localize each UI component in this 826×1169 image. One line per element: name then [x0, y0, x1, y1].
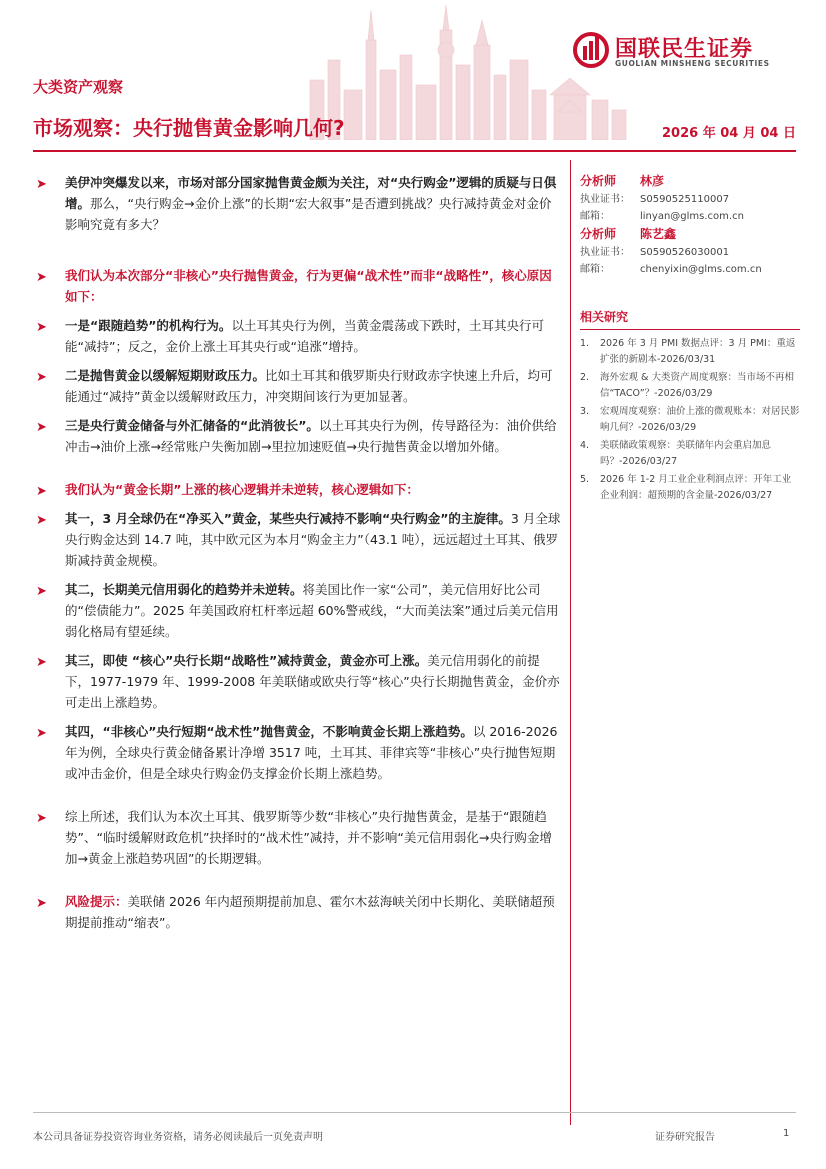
list-item[interactable]: 3. 宏观周度观察：油价上涨的微观账本：对居民影响几何？-2026/03/29 [580, 406, 800, 433]
paragraph-intro: ➤ 美伊冲突爆发以来，市场对部分国家抛售黄金颇为关注，对“央行购金”逻辑的质疑与日俱增。那么，“央行购金→金价上涨”的长期“宏大叙事”是否遭到挑战？央行减持黄金对金价影响究竟有多大？ [36, 175, 557, 232]
analyst-email[interactable]: linyan@glms.com.cn [640, 211, 744, 222]
paragraph-reason-1: ➤ 一是“跟随趋势”的机构行为。以土耳其央行为例，当黄金震荡或下跌时，土耳其央行可能“减持”；反之，金价上涨土耳其央行或“追涨”增持。 [36, 318, 544, 354]
logo-english-name: GUOLIAN MINSHENG SECURITIES [615, 59, 770, 68]
company-logo [573, 30, 803, 72]
list-item[interactable]: 5. 2026 年 1-2 月工业企业利润点评：开年工业企业利润：超预期的含金量-2026/03/27 [580, 474, 792, 501]
brand-mark-icon [573, 32, 609, 68]
title-divider [33, 150, 796, 152]
paragraph-risk: ➤ 风险提示：美联储 2026 年内超预期提前加息、霍尔木兹海峡关闭中长期化、美联储超预期提前推动“缩表”。 [36, 894, 555, 930]
page-title: 市场观察：央行抛售黄金影响几何? [33, 116, 345, 140]
related-research-heading: 相关研究 [580, 308, 800, 330]
arrow-bullet-icon: ➤ [36, 484, 47, 499]
analyst-card: 分析师 林彦 执业证书： S0590525110007 邮箱： linyan@glms.com.cn [580, 174, 744, 222]
paragraph-reason-3: ➤ 三是央行黄金储备与外汇储备的“此消彼长”。以土耳其央行为例，传导路径为：油价供给冲击→油价上涨→经常账户失衡加剧→里拉加速贬值→央行抛售黄金以增加外储。 [36, 418, 557, 454]
footer-disclaimer: 本公司具备证券投资咨询业务资格，请务必阅读最后一页免责声明 [33, 1132, 323, 1143]
analyst-cert: S0590525110007 [640, 194, 730, 205]
arrow-bullet-icon: ➤ [36, 726, 47, 741]
paragraph-logic-3: ➤ 其三，即使 “核心”央行长期“战略性”减持黄金，黄金亦可上涨。美元信用弱化的前提下，1977-1979 年、1999-2008 年美联储或欧央行等“核心”央行长期抛售黄金，金价亦可走出上涨趋势。 [36, 653, 560, 710]
analyst-name: 林彦 [640, 174, 665, 188]
paragraph-conclusion: ➤ 综上所述，我们认为本次土耳其、俄罗斯等少数“非核心”央行抛售黄金，是基于“跟随趋势”、“临时缓解财政危机”抉择时的“战术性”减持，并不影响“美元信用弱化→央行购金增加→黄金上涨趋势巩固”的长期逻辑。 [36, 809, 552, 866]
paragraph-logic-1: ➤ 其一，3 月全球仍在“净买入”黄金，某些央行减持不影响“央行购金”的主旋律。3 月全球央行购金达到 14.7 吨，其中欧元区为本月“购金主力”（43.1 吨），远远超过土耳其、俄罗斯减持黄金规模。 [36, 511, 561, 568]
paragraph-reason-heading: ➤ 我们认为本次部分“非核心”央行抛售黄金，行为更偏“战术性”而非“战略性”，核心原因如下： [36, 268, 552, 304]
related-research-list [580, 336, 800, 504]
report-category: 大类资产观察 [33, 78, 124, 96]
report-date: 2026 年 04 月 04 日 [662, 126, 796, 141]
arrow-bullet-icon: ➤ [36, 177, 47, 192]
arrow-bullet-icon: ➤ [36, 513, 47, 528]
column-divider [570, 160, 571, 1125]
footer-report-type: 证券研究报告 [655, 1132, 715, 1143]
arrow-bullet-icon: ➤ [36, 420, 47, 435]
analyst-email[interactable]: chenyixin@glms.com.cn [640, 264, 762, 275]
paragraph-logic-2: ➤ 其二，长期美元信用弱化的趋势并未逆转。将美国比作一家“公司”，美元信用好比公司的“偿债能力”。2025 年美国政府杠杆率远超 60%警戒线，“大而美法案”通过后美元信用弱化格局有望延续。 [36, 582, 559, 639]
arrow-bullet-icon: ➤ [36, 811, 47, 826]
arrow-bullet-icon: ➤ [36, 320, 47, 335]
arrow-bullet-icon: ➤ [36, 270, 47, 285]
list-item[interactable]: 2. 海外宏观 & 大类资产周度观察：当市场不再相信“TACO”？-2026/03/29 [580, 372, 794, 399]
page-number: 1 [783, 1128, 790, 1139]
arrow-bullet-icon: ➤ [36, 370, 47, 385]
logo-chinese-name: 国联民生证券 [615, 37, 754, 62]
footer-divider [33, 1112, 796, 1113]
list-item[interactable]: 1. 2026 年 3 月 PMI 数据点评：3 月 PMI：重返扩张的新剧本-2026/03/31 [580, 338, 796, 365]
arrow-bullet-icon: ➤ [36, 896, 47, 911]
analyst-name: 陈艺鑫 [640, 227, 677, 241]
analyst-card: 分析师 陈艺鑫 执业证书： S0590526030001 邮箱： chenyixin@glms.com.cn [580, 227, 762, 275]
sidebar [580, 172, 800, 506]
report-body [33, 172, 561, 933]
paragraph-logic-heading: ➤ 我们认为“黄金长期”上涨的核心逻辑并未逆转，核心逻辑如下： [33, 479, 561, 500]
analyst-cert: S0590526030001 [640, 247, 730, 258]
arrow-bullet-icon: ➤ [36, 584, 47, 599]
arrow-bullet-icon: ➤ [36, 655, 47, 670]
paragraph-reason-2: ➤ 二是抛售黄金以缓解短期财政压力。比如土耳其和俄罗斯央行财政赤字快速上升后，均可能通过“减持”黄金以缓解财政压力，冲突期间该行为更加显著。 [36, 368, 553, 404]
paragraph-logic-4: ➤ 其四，“非核心”央行短期“战术性”抛售黄金，不影响黄金长期上涨趋势。以 2016-2026 年为例，全球央行黄金储备累计净增 3517 吨，土耳其、菲律宾等“非核心”央行抛售短期或冲击金价，但是全球央行购金仍支撑金价长期上涨趋势。 [36, 724, 558, 781]
list-item[interactable]: 4. 美联储政策观察：美联储年内会重启加息吗？-2026/03/27 [580, 440, 772, 467]
